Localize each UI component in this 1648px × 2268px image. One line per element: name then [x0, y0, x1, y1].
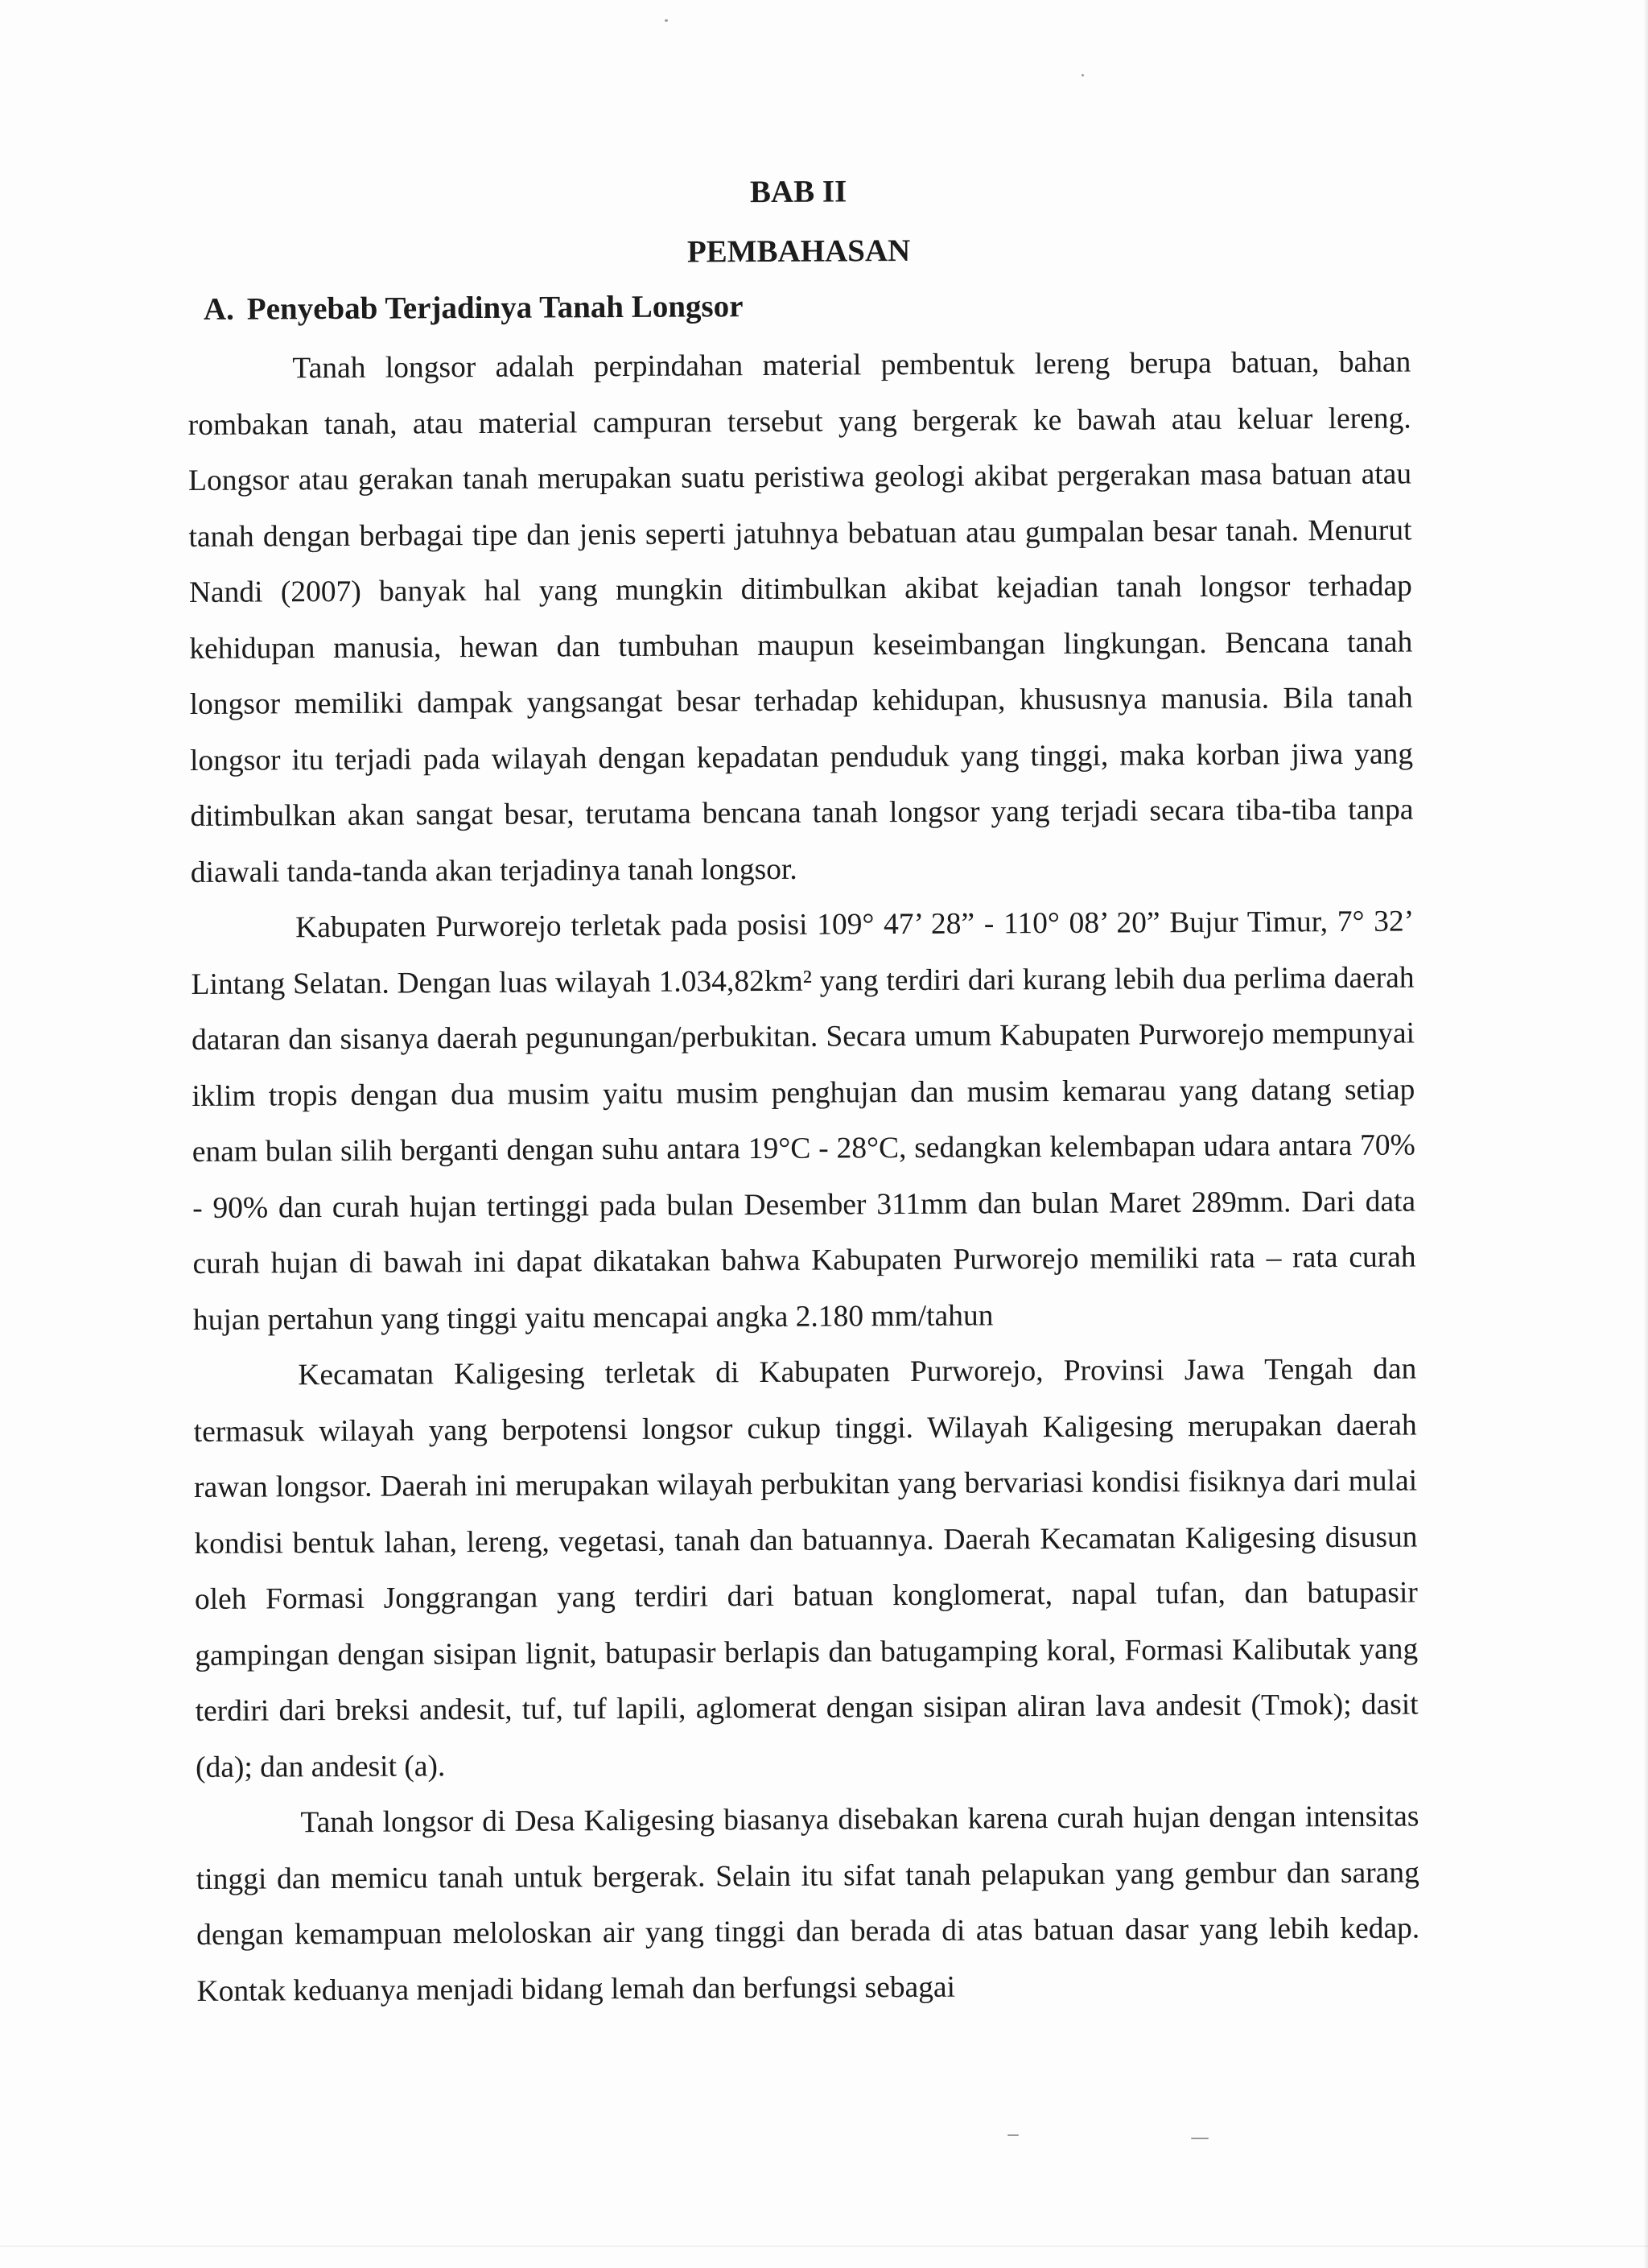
- scan-edge-shadow: [1643, 0, 1648, 2268]
- paragraph-kaligesing-geology: Kecamatan Kaligesing terletak di Kabupaten Purworejo, Provinsi Jawa Tengah dan termasuk wilayah yang berpotensi longsor cukup tinggi. Wilayah Kaligesing merupakan daerah rawan longsor. Daerah ini merupakan wilayah perbukitan yang bervariasi kondisi fisiknya dari mulai kondisi bentuk lahan, lereng, vegetasi, tanah dan batuannya. Daerah Kecamatan Kaligesing disusun oleh Formasi Jonggrangan yang terdiri dari batuan konglomerat, napal tufan, dan batupasir gampingan dengan sisipan lignit, batupasir berlapis dan batugamping koral, Formasi Kalibutak yang terdiri dari breksi andesit, tuf, tuf lapili, aglomerat dengan sisipan aliran lava andesit (Tmok); dasit (da); dan andesit (a).: [193, 1352, 1419, 1784]
- section-heading: [204, 283, 1411, 330]
- section-letter: A.: [203, 291, 234, 327]
- section-title: Penyebab Terjadinya Tanah Longsor: [246, 289, 744, 327]
- document-body: [187, 169, 1420, 2019]
- scan-speck: [1191, 2138, 1209, 2139]
- scan-speck: [1082, 74, 1084, 76]
- scan-speck: [1007, 2134, 1019, 2136]
- scan-speck: [665, 19, 668, 22]
- scan-bottom-edge: [0, 2245, 1648, 2247]
- chapter-title: PEMBAHASAN: [686, 233, 911, 270]
- paragraph-longsor-causes: Tanah longsor di Desa Kaligesing biasanya disebakan karena curah hujan dengan intensitas tinggi dan memicu tanah untuk bergerak. Selain itu sifat tanah pelapukan yang gembur dan sarang dengan kemampuan meloloskan air yang tinggi dan berada di atas batuan dasar yang lebih kedap. Kontak keduanya menjadi bidang lemah dan berfungsi sebagai: [196, 1800, 1420, 2008]
- paragraph-tanah-longsor-definition: Tanah longsor adalah perpindahan material pembentuk lereng berupa batuan, bahan rombakan tanah, atau material campuran tersebut yang bergerak ke bawah atau keluar lereng. Longsor atau gerakan tanah merupakan suatu peristiwa geologi akibat pergerakan masa batuan atau tanah dengan berbagai tipe dan jenis seperti jatuhnya bebatuan atau gumpalan besar tanah. Menurut Nandi (2007) banyak hal yang mungkin ditimbulkan akibat kejadian tanah longsor terhadap kehidupan manusia, hewan dan tumbuhan maupun keseimbangan lingkungan. Bencana tanah longsor memiliki dampak yangsangat besar terhadap kehidupan, khususnya manusia. Bila tanah longsor itu terjadi pada wilayah dengan kepadatan penduduk yang tinggi, maka korban jiwa yang ditimbulkan akan sangat besar, terutama bencana tanah longsor yang terjadi secara tiba-tiba tanpa diawali tanda-tanda akan terjadinya tanah longsor.: [187, 345, 1414, 889]
- paragraph-purworejo-geography: Kabupaten Purworejo terletak pada posisi 109° 47’ 28” - 110° 08’ 20” Bujur Timur, 7° 32’ Lintang Selatan. Dengan luas wilayah 1.034,82km² yang terdiri dari kurang lebih dua perlima daerah dataran dan sisanya daerah pegunungan/perbukitan. Secara umum Kabupaten Purworejo mempunyai iklim tropis dengan dua musim yaitu musim penghujan dan musim kemarau yang datang setiap enam bulan silih berganti dengan suhu antara 19°C - 28°C, sedangkan kelembapan udara antara 70% - 90% dan curah hujan tertinggi pada bulan Desember 311mm dan bulan Maret 289mm. Dari data curah hujan di bawah ini dapat dikatakan bahwa Kabupaten Purworejo memiliki rata – rata curah hujan pertahun yang tinggi yaitu mencapai angka 2.180 mm/tahun: [191, 905, 1416, 1337]
- chapter-number: BAB II: [749, 174, 847, 210]
